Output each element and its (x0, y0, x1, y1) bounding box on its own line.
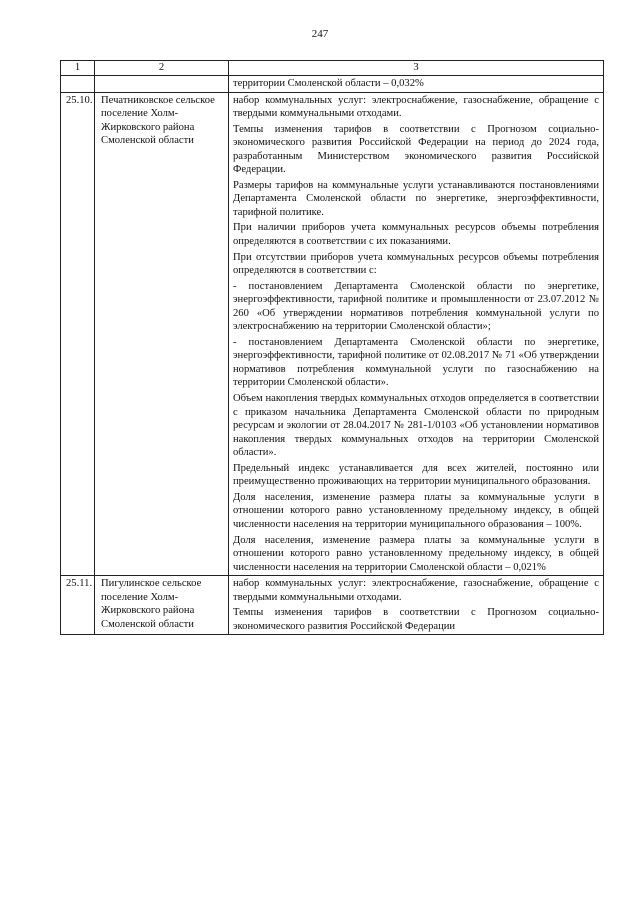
settlement-name: Пигулинское сельское поселение Холм-Жирковского района Смоленской области (95, 576, 229, 635)
paragraph: Размеры тарифов на коммунальные услуги устанавливаются постановлениями Департамента Смоленской области по энергетике, энергоэффективности, тарифной политике. (233, 179, 599, 218)
paragraph: Доля населения, изменение размера платы за коммунальные услуги в отношении которого равно установленному предельному индексу, в общей численности населения на территории муниципального образования – 100%. (233, 491, 599, 530)
settlement-name: Печатниковское сельское поселение Холм-Жирковского района Смоленской области (95, 92, 229, 576)
paragraph: Доля населения, изменение размера платы за коммунальные услуги в отношении которого равно установленному предельному индексу, в общей численности населения на территории Смоленской области – 0,021% (233, 534, 599, 573)
paragraph: Темпы изменения тарифов в соответствии с Прогнозом социально-экономического развития Российской Федерации на период до 2024 года, разработанным Министерством экономического развития Российской Федерации. (233, 123, 599, 176)
header-col-2: 2 (95, 61, 229, 76)
paragraph: При наличии приборов учета коммунальных ресурсов объемы потребления определяются в соответствии с их показаниями. (233, 222, 599, 248)
table-header-row (61, 61, 604, 76)
paragraph: набор коммунальных услуг: электроснабжение, газоснабжение, обращение с твердыми коммунальными отходами. (233, 578, 599, 603)
tariff-table (60, 60, 604, 635)
continuation-row (61, 76, 604, 93)
row-number: 25.10. (61, 92, 95, 576)
paragraph: - постановлением Департамента Смоленской области по энергетике, энергоэффективности, тарифной политике от 02.08.2017 № 71 «Об утверждении нормативов потребления коммунальной услуги по газоснабжению на территории Смоленской области». (233, 336, 599, 389)
paragraph: Темпы изменения тарифов в соответствии с Прогнозом социально-экономического развития Российской Федерации (233, 607, 599, 632)
paragraph: Объем накопления твердых коммунальных отходов определяется в соответствии с приказом начальника Департамента Смоленской области по природным ресурсам и экологии от 28.04.2017 № 281-1/0103 «Об установлении нормативов накопления твердых коммунальных отходов на территории Смоленской области». (233, 393, 599, 459)
table-row (61, 92, 604, 576)
header-col-1: 1 (61, 61, 95, 76)
row-number: 25.11. (61, 576, 95, 635)
paragraph: При отсутствии приборов учета коммунальных ресурсов объемы потребления определяются в соответствии с: (233, 251, 599, 277)
row-description (229, 576, 604, 635)
paragraph: Предельный индекс устанавливается для всех жителей, постоянно или преимущественно проживающих на территории муниципального образования. (233, 462, 599, 488)
row-description (229, 92, 604, 576)
table-row (61, 576, 604, 635)
paragraph: - постановлением Департамента Смоленской области по энергетике, энергоэффективности, тарифной политике и промышленности от 23.07.2012 № 260 «Об утверждении нормативов потребления коммунальной услуги по электроснабжению на территории Смоленской области»; (233, 280, 599, 333)
header-col-3: 3 (229, 61, 604, 76)
page-number: 247 (311, 28, 329, 40)
continuation-text: территории Смоленской области – 0,032% (229, 76, 604, 93)
paragraph: набор коммунальных услуг: электроснабжение, газоснабжение, обращение с твердыми коммунальными отходами. (233, 94, 599, 120)
